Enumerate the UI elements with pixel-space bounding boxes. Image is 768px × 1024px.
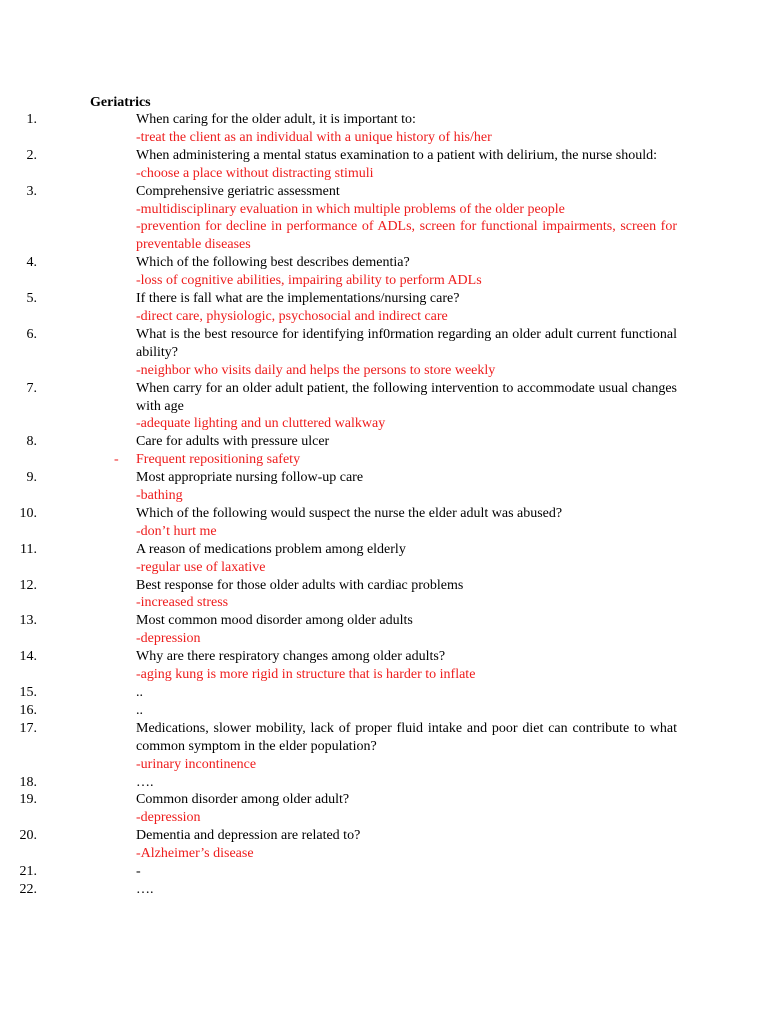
answer-text: -urinary incontinence [136,756,257,772]
answer-text: -bathing [136,488,183,504]
list-item [0,702,677,720]
item-number: 7. [26,380,37,396]
question-text: Common disorder among older adult? [136,792,350,808]
question-text: Which of the following best describes dementia? [136,255,410,271]
list-item [0,380,677,434]
list-item [0,791,677,827]
answer-text: -aging kung is more rigid in structure that is harder to inflate [136,667,476,683]
item-number: 20. [19,828,37,844]
item-number: 22. [19,881,37,897]
question-text: - [136,864,141,880]
answer-text: -neighbor who visits daily and helps the persons to store weekly [136,362,496,378]
answer-text: -treat the client as an individual with a unique history of his/her [136,129,492,145]
list-item [0,505,677,541]
question-text: Care for adults with pressure ulcer [136,434,330,450]
question-text: When caring for the older adult, it is important to: [136,112,416,127]
list-item [0,254,677,290]
answer-text: -direct care, physiologic, psychosocial and indirect care [136,308,448,324]
answer-text: -regular use of laxative [136,559,266,575]
list-item [0,720,677,774]
list-item [0,541,677,577]
answer-dash: - [114,452,119,468]
question-text: Dementia and depression are related to? [136,828,361,844]
list-item [0,774,677,792]
answer-text: -don’t hurt me [136,523,217,539]
list-item [0,881,677,899]
answer-text: -depression [136,810,201,826]
answer-text: -prevention for decline in performance of ADLs, screen for functional impairments, screen for preventable diseases [136,219,677,253]
list-item [0,326,677,380]
item-number: 1. [26,112,37,127]
question-text: .. [136,702,143,718]
answer-text: -Alzheimer’s disease [136,846,254,862]
answer-text: -increased stress [136,595,229,611]
list-item [0,827,677,863]
answer-text: -depression [136,631,201,647]
item-number: 19. [19,792,37,808]
item-number: 13. [19,613,37,629]
item-number: 11. [20,541,37,557]
question-text: …. [136,881,154,897]
list-item [0,147,677,183]
question-text: When administering a mental status examination to a patient with delirium, the nurse should: [136,147,657,163]
answer-text: -loss of cognitive abilities, impairing ability to perform ADLs [136,273,482,289]
item-number: 8. [26,434,37,450]
list-item [0,863,677,881]
answer-text: -choose a place without distracting stimuli [136,165,374,181]
item-number: 10. [19,505,37,521]
list-item [0,290,677,326]
question-text: A reason of medications problem among elderly [136,541,406,557]
question-text: Which of the following would suspect the nurse the elder adult was abused? [136,505,563,521]
question-text: …. [136,774,154,790]
list-item [0,684,677,702]
answer-text: Frequent repositioning safety [136,452,301,468]
list-item [0,648,677,684]
item-number: 15. [19,685,37,700]
item-number: 14. [19,649,37,665]
item-number: 18. [19,774,37,790]
item-number: 6. [26,326,37,342]
list-item [0,111,677,147]
question-text: Most appropriate nursing follow-up care [136,470,364,486]
item-number: 16. [19,702,37,718]
list-item [0,469,677,505]
list-item [0,577,677,613]
question-text: Best response for those older adults with cardiac problems [136,577,464,593]
list-item [0,612,677,648]
question-text: What is the best resource for identifying inf0rmation regarding an older adult current functional ability? [136,326,677,360]
item-number: 21. [19,864,37,880]
item-number: 9. [26,470,37,486]
list-item [0,433,677,469]
question-text: Comprehensive geriatric assessment [136,183,340,199]
document-title: Geriatrics [90,95,151,110]
item-number: 5. [26,291,37,307]
item-number: 2. [26,147,37,163]
list-item [0,183,677,255]
item-number: 12. [19,577,37,593]
question-text: Most common mood disorder among older adults [136,613,413,629]
answer-text: -adequate lighting and un cluttered walkway [136,416,386,432]
item-number: 4. [26,255,37,271]
answer-text: -multidisciplinary evaluation in which multiple problems of the older people [136,201,565,217]
question-text: Why are there respiratory changes among older adults? [136,649,446,665]
question-text: If there is fall what are the implementations/nursing care? [136,291,460,307]
question-text: .. [136,685,143,700]
item-number: 3. [26,183,37,199]
question-list [0,111,768,899]
item-number: 17. [19,720,37,736]
question-text: Medications, slower mobility, lack of proper fluid intake and poor diet can contribute to what common symptom in the elder population? [136,720,677,754]
question-text: When carry for an older adult patient, the following intervention to accommodate usual changes with age [136,380,677,414]
